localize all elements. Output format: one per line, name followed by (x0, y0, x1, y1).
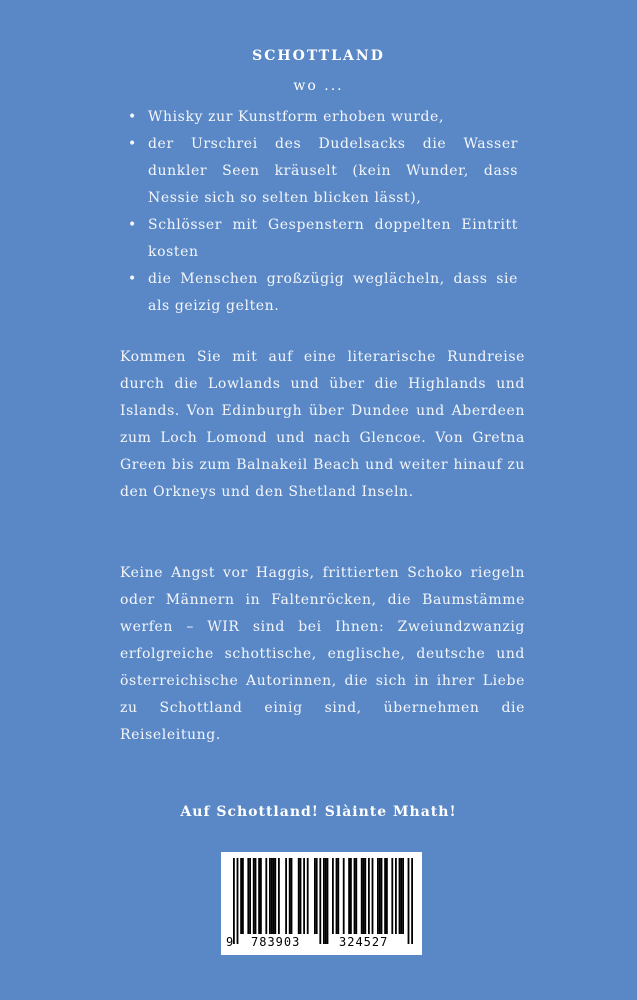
bullet-list (128, 104, 518, 320)
barcode-bar (255, 858, 257, 934)
barcode-bar (265, 858, 267, 934)
bullet-text: Whisky zur Kunstform erhoben wurde, (148, 109, 444, 125)
bullet-icon: • (128, 271, 137, 287)
barcode-bar (364, 858, 366, 934)
bullet-icon: • (128, 217, 137, 233)
barcode-bar (411, 858, 413, 944)
bullet-icon: • (128, 109, 137, 125)
barcode-bar (289, 858, 291, 934)
barcode-bar (233, 858, 235, 944)
barcode-bar (303, 858, 305, 934)
description-paragraph: Kommen Sie mit auf eine literarische Rundreise durch die Lowlands und über die Highlands und Islands. Von Edinburgh über Dundee und Aberdeen zum Loch Lomond und nach Glencoe. Von Gretna Green bis zum Balnakeil Beach und weiter hinauf zu den Orkneys und den Shetland Inseln. (120, 349, 525, 500)
barcode-bar (336, 858, 338, 934)
cover-subtitle: wo ... (293, 78, 344, 94)
list-item (128, 104, 518, 131)
barcode-bar (363, 858, 365, 934)
barcode-bar (269, 858, 271, 934)
barcode-bar (274, 858, 276, 934)
barcode-bar (408, 858, 410, 944)
isbn-barcode (221, 852, 422, 955)
description-paragraph: Keine Angst vor Haggis, frittierten Schoko riegeln oder Männern in Faltenröcken, die Baumstämme werfen – WIR sind bei Ihnen: Zweiundzwanzig erfolgreiche schottische, englische, deutsche und österreichische Autorinnen, die sich in ihrer Liebe zu Schottland einig sind, übernehmen die Reiseleitung. (120, 565, 525, 743)
barcode-bar (314, 858, 316, 934)
barcode-bar (384, 858, 386, 934)
bullet-text: Schlösser mit Gespenstern doppelten Eintritt kosten (148, 217, 518, 260)
slogan: Auf Schottland! Slàinte Mhath! (180, 804, 457, 820)
barcode-bar (253, 858, 255, 934)
barcode-bar (361, 858, 363, 934)
barcode-bar (377, 858, 379, 934)
barcode-bar (300, 858, 302, 934)
barcode-bar (323, 858, 325, 944)
barcode-bar (298, 858, 300, 934)
barcode-bar (249, 858, 251, 934)
barcode-bar (381, 858, 383, 934)
barcode-bar (285, 858, 287, 934)
barcode-bar (240, 858, 242, 934)
barcode-bar (258, 858, 260, 934)
barcode-bar (368, 858, 370, 934)
barcode-bar (343, 858, 345, 934)
barcode-bar (354, 858, 356, 934)
barcode-bar (242, 858, 244, 934)
barcode-bar (316, 858, 318, 934)
barcode-bar (247, 858, 249, 934)
barcode-bar (325, 858, 327, 944)
barcode-bar (386, 858, 388, 934)
barcode-bar (307, 858, 309, 934)
list-item (128, 131, 518, 212)
barcode-bar (271, 858, 273, 934)
cover-title: SCHOTTLAND (252, 48, 385, 64)
barcode-bar (237, 858, 239, 944)
bullet-text: die Menschen großzügig weglächeln, dass sie als geizig gelten. (148, 271, 518, 314)
bullet-icon: • (128, 136, 137, 152)
barcode-bar (372, 858, 374, 934)
barcode-bar (355, 858, 357, 934)
barcode-bar (273, 858, 275, 934)
list-item (128, 212, 518, 266)
barcode-bar (402, 858, 404, 934)
barcode-bar (337, 858, 339, 934)
barcode-bar (291, 858, 293, 934)
barcode-bar (327, 858, 329, 944)
barcode-bar (399, 858, 401, 934)
barcode-right-digits: 324527 (339, 935, 389, 949)
barcode-bar (400, 858, 402, 934)
barcode-bar (379, 858, 381, 934)
barcode-bar (391, 858, 393, 934)
barcode-bar (350, 858, 352, 934)
barcode-bar (332, 858, 334, 934)
barcode-first-digit: 9 (226, 935, 235, 949)
barcode-bar (319, 858, 321, 944)
barcode-bar (348, 858, 350, 934)
barcode-left-digits: 783903 (251, 935, 301, 949)
barcode-bar (260, 858, 262, 934)
barcode-bar (278, 858, 280, 934)
barcode-bar (395, 858, 397, 934)
bullet-text: der Urschrei des Dudelsacks die Wasser dunkler Seen kräuselt (kein Wunder, dass Nessie sich so selten blicken lässt), (148, 136, 518, 206)
list-item (128, 266, 518, 320)
